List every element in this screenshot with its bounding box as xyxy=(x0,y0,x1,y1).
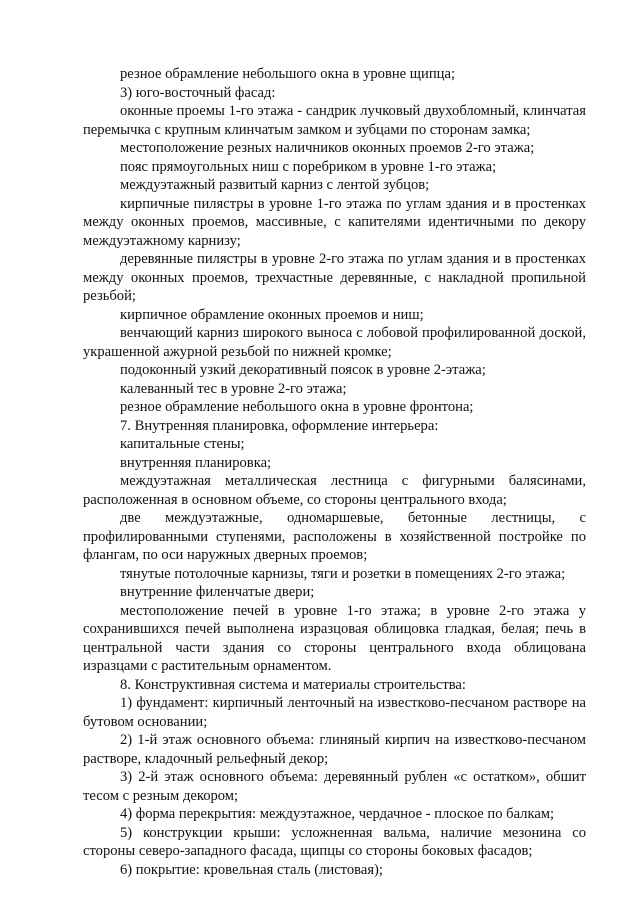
paragraph: 2) 1-й этаж основного объема: глиняный кирпич на известково-песчаном растворе, кладочный рельефный декор; xyxy=(83,732,586,767)
section-heading: 8. Конструктивная система и материалы строительства: xyxy=(120,676,466,693)
paragraph: пояс прямоугольных ниш с поребриком в уровне 1-го этажа; xyxy=(120,158,497,175)
paragraph: резное обрамление небольшого окна в уровне фронтона; xyxy=(120,399,474,415)
paragraph: тянутые потолочные карнизы, тяги и розетки в помещениях 2-го этажа; xyxy=(120,565,566,582)
paragraph: 3) юго-восточный фасад: xyxy=(120,84,276,101)
paragraph: 6) покрытие: кровельная сталь (листовая); xyxy=(120,861,383,878)
section-heading: 7. Внутренняя планировка, оформление интерьера: xyxy=(120,417,439,434)
paragraph: оконные проемы 1-го этажа - сандрик лучковый двухобломный, клинчатая перемычка с крупным клинчатым замком и зубцами по сторонам замка; xyxy=(83,103,586,138)
paragraph: кирпичное обрамление оконных проемов и ниш; xyxy=(120,306,424,323)
paragraph: 5) конструкции крыши: усложненная вальма, наличие мезонина со стороны северо-западного фасада, щипцы со стороны боковых фасадов; xyxy=(83,824,586,859)
paragraph: калеванный тес в уровне 2-го этажа; xyxy=(120,380,347,397)
paragraph: междуэтажная металлическая лестница с фигурными балясинами, расположенная в основном объеме, со стороны центрального входа; xyxy=(83,473,586,508)
paragraph: резное обрамление небольшого окна в уровне щипца; xyxy=(120,66,456,82)
paragraph: две междуэтажные, одномаршевые, бетонные лестницы, с профилированными ступенями, расположены в хозяйственной постройке по флангам, по оси наружных дверных проемов; xyxy=(83,510,586,563)
paragraph: внутренние филенчатые двери; xyxy=(120,584,315,600)
paragraph: деревянные пилястры в уровне 2-го этажа по углам здания и в простенках между оконных проемов, трехчастные деревянные, с накладной пропильной резьбой; xyxy=(83,251,586,304)
paragraph: кирпичные пилястры в уровне 1-го этажа по углам здания и в простенках между оконных проемов, массивные, с капителями идентичными по декору междуэтажному карнизу; xyxy=(83,195,586,249)
document-page xyxy=(83,65,586,879)
paragraph: междуэтажный развитый карниз с лентой зубцов; xyxy=(120,177,430,193)
paragraph: 1) фундамент: кирпичный ленточный на известково-песчаном растворе на бутовом основании; xyxy=(83,695,586,730)
paragraph: подоконный узкий декоративный поясок в уровне 2-этажа; xyxy=(120,362,486,378)
paragraph: капитальные стены; xyxy=(120,436,245,452)
paragraph: 3) 2-й этаж основного объема: деревянный рублен «с остатком», обшит тесом с резным декором; xyxy=(83,769,586,804)
paragraph: местоположение печей в уровне 1-го этажа; в уровне 2-го этажа у сохранившихся печей выполнена изразцовая облицовка гладкая, белая; печь в центральной части здания со стороны центрального входа облицована изразцами с растительным орнаментом. xyxy=(83,602,586,674)
paragraph: венчающий карниз широкого выноса с лобовой профилированной доской, украшенной ажурной резьбой по нижней кромке; xyxy=(83,325,586,360)
paragraph: 4) форма перекрытия: междуэтажное, чердачное - плоское по балкам; xyxy=(120,806,555,822)
paragraph: внутренняя планировка; xyxy=(120,454,272,471)
paragraph: местоположение резных наличников оконных проемов 2-го этажа; xyxy=(120,140,535,156)
